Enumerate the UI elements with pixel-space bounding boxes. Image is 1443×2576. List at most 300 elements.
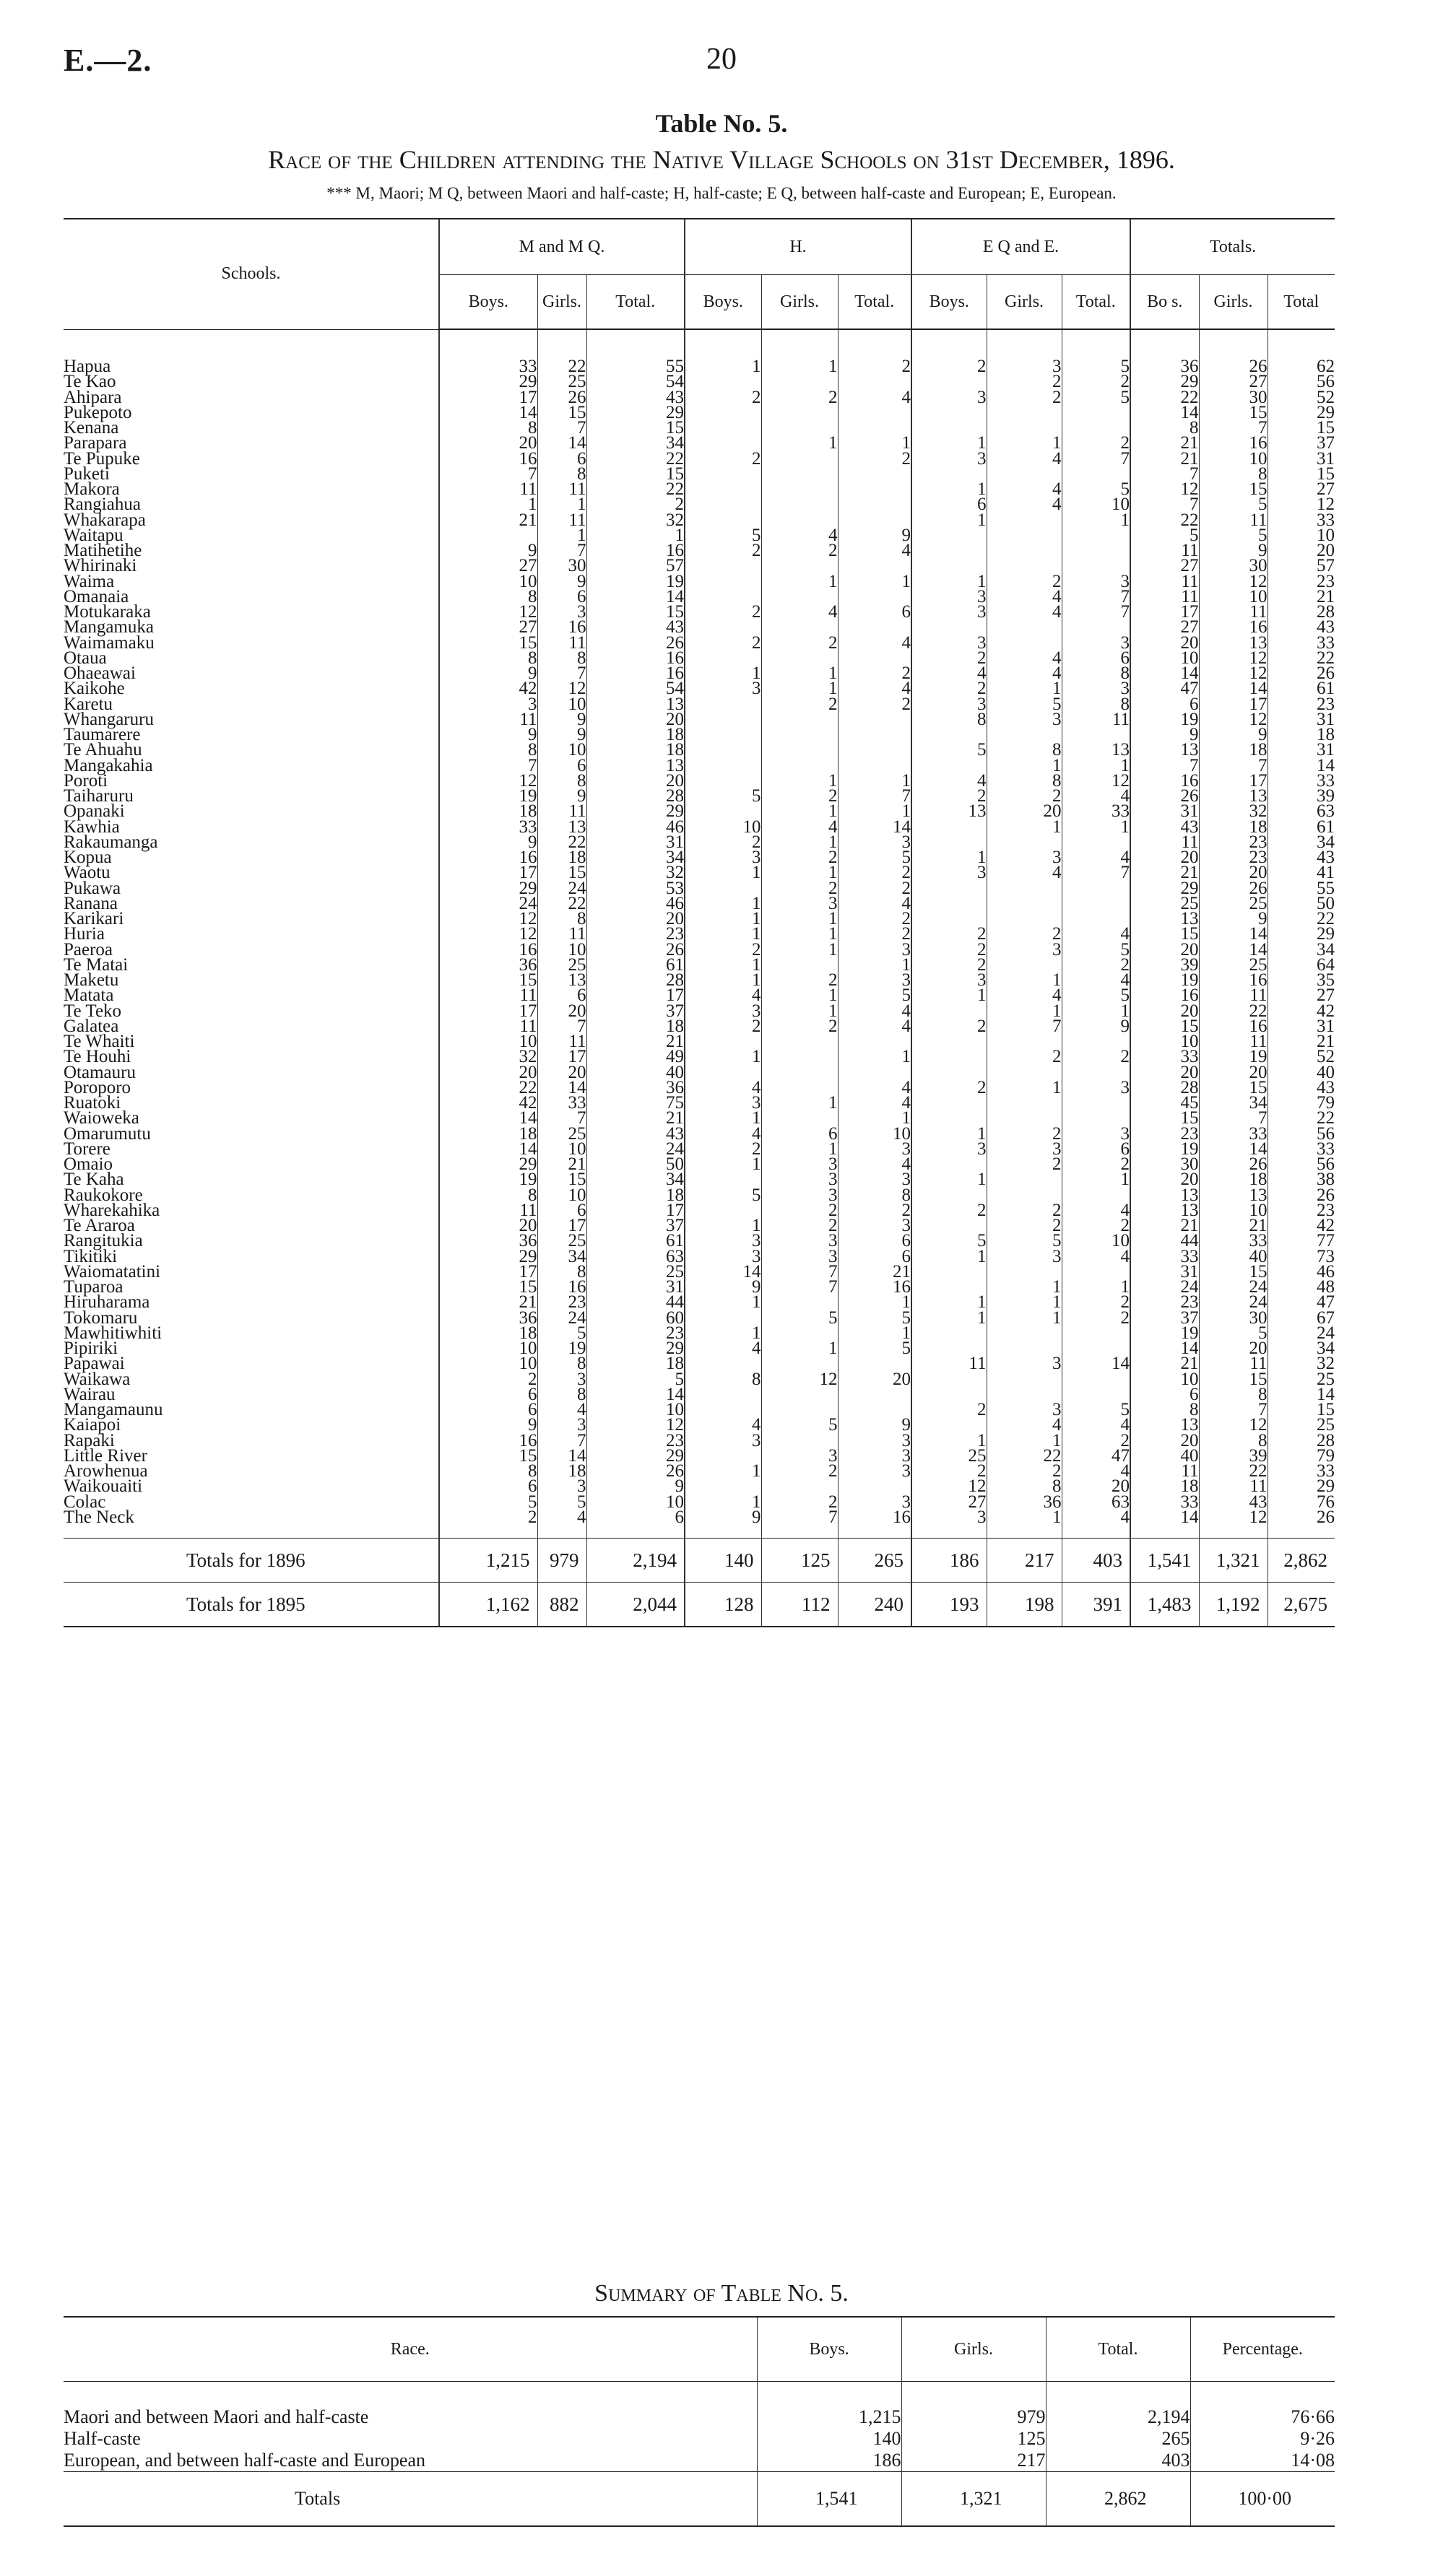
school-name xyxy=(64,970,439,991)
table-cell: 4 xyxy=(1062,926,1130,941)
table-cell: 43 xyxy=(1130,819,1199,835)
table-row xyxy=(64,804,1335,819)
table-cell: 14 xyxy=(537,1080,586,1095)
table-cell xyxy=(761,1326,838,1341)
table-cell: 1 xyxy=(761,1004,838,1019)
totals-cell: 193 xyxy=(911,1583,987,1627)
table-cell xyxy=(987,528,1062,543)
table-cell: 19 xyxy=(1130,1141,1199,1157)
table-cell: 22 xyxy=(1130,390,1199,405)
table-row xyxy=(64,773,1335,788)
table-cell: 11 xyxy=(1199,1479,1268,1494)
table-cell: 36 xyxy=(439,1233,537,1248)
summary-cell: 186 xyxy=(757,2450,901,2472)
table-cell xyxy=(911,1279,987,1294)
school-name-text: Waitapu xyxy=(64,525,124,545)
table-cell: 9 xyxy=(1199,543,1268,558)
table-cell xyxy=(761,650,838,666)
table-cell: 10 xyxy=(439,1034,537,1049)
table-cell: 12 xyxy=(439,926,537,941)
summary-totals-cell: 1,321 xyxy=(901,2472,1046,2527)
table-cell: 26 xyxy=(1199,359,1268,374)
table-cell: 34 xyxy=(537,1249,586,1264)
table-cell: 3 xyxy=(685,850,761,865)
table-row xyxy=(64,1433,1335,1448)
table-cell: 1 xyxy=(761,435,838,451)
table-cell: 1 xyxy=(761,1341,838,1356)
table-cell: 13 xyxy=(1062,742,1130,757)
table-cell: 28 xyxy=(586,788,685,804)
table-cell: 18 xyxy=(439,1326,537,1341)
table-cell xyxy=(1062,1095,1130,1110)
table-cell: 11 xyxy=(439,1019,537,1034)
table-cell: 25 xyxy=(1268,1417,1335,1432)
table-cell: 7 xyxy=(537,666,586,681)
table-cell: 3 xyxy=(911,697,987,712)
table-cell: 8 xyxy=(838,1188,911,1203)
table-cell: 2 xyxy=(439,1510,537,1525)
table-cell: 40 xyxy=(1199,1249,1268,1264)
table-cell: 5 xyxy=(838,1310,911,1326)
table-cell: 17 xyxy=(439,1004,537,1019)
table-cell: 8 xyxy=(987,1479,1062,1494)
school-name-text: Rangiahua xyxy=(64,495,141,515)
table-cell: 5 xyxy=(439,1494,537,1510)
table-cell: 19 xyxy=(439,788,537,804)
table-cell: 18 xyxy=(1130,1479,1199,1494)
table-cell: 26 xyxy=(537,390,586,405)
summary-totals-label: Totals xyxy=(64,2472,757,2527)
table-cell: 2 xyxy=(911,1080,987,1095)
table-cell: 55 xyxy=(1268,881,1335,896)
group-header-maori: M and M Q. xyxy=(439,219,685,275)
table-cell: 11 xyxy=(439,482,537,497)
table-cell: 31 xyxy=(586,835,685,850)
table-cell xyxy=(685,574,761,589)
table-row xyxy=(64,1004,1335,1019)
table-cell: 21 xyxy=(1130,865,1199,880)
table-cell: 12 xyxy=(1199,650,1268,666)
table-cell: 42 xyxy=(439,681,537,696)
table-cell: 1 xyxy=(987,1294,1062,1310)
table-cell: 2 xyxy=(685,604,761,619)
table-cell xyxy=(911,881,987,896)
table-cell: 33 xyxy=(1130,1249,1199,1264)
table-cell: 8 xyxy=(439,742,537,757)
table-cell: 3 xyxy=(761,1249,838,1264)
table-cell: 27 xyxy=(439,558,537,573)
table-cell: 9 xyxy=(838,1417,911,1432)
table-cell xyxy=(838,758,911,773)
table-row xyxy=(64,942,1335,957)
table-row xyxy=(64,911,1335,926)
table-cell: 2 xyxy=(1062,1157,1130,1172)
table-cell: 44 xyxy=(1130,1233,1199,1248)
table-cell: 1 xyxy=(987,1004,1062,1019)
table-cell: 9 xyxy=(1199,911,1268,926)
table-row xyxy=(64,650,1335,666)
table-cell: 7 xyxy=(838,788,911,804)
table-cell xyxy=(987,881,1062,896)
table-cell: 19 xyxy=(1199,1049,1268,1064)
table-cell: 3 xyxy=(761,1172,838,1187)
table-cell xyxy=(987,727,1062,742)
summary-cell: 265 xyxy=(1046,2428,1190,2450)
table-cell xyxy=(911,1372,987,1387)
table-cell xyxy=(911,619,987,635)
school-name-text: Waotu xyxy=(64,863,110,883)
totals-cell: 2,862 xyxy=(1268,1539,1335,1583)
table-cell: 3 xyxy=(685,1249,761,1264)
table-cell: 6 xyxy=(1130,697,1199,712)
table-cell: 40 xyxy=(586,1065,685,1080)
table-cell: 16 xyxy=(1130,988,1199,1003)
table-cell: 36 xyxy=(987,1494,1062,1510)
table-cell xyxy=(911,1065,987,1080)
school-name-text: Matata xyxy=(64,985,114,1006)
table-cell xyxy=(1062,405,1130,420)
table-row xyxy=(64,1141,1335,1157)
table-cell: 42 xyxy=(1268,1004,1335,1019)
school-name-text: Kawhia xyxy=(64,817,120,837)
table-cell: 63 xyxy=(1062,1494,1130,1510)
table-row xyxy=(64,466,1335,482)
table-cell: 22 xyxy=(1268,650,1335,666)
table-cell xyxy=(987,1372,1062,1387)
table-cell: 5 xyxy=(838,850,911,865)
table-cell: 4 xyxy=(761,604,838,619)
table-cell: 1 xyxy=(685,359,761,374)
table-cell: 16 xyxy=(537,619,586,635)
table-cell: 53 xyxy=(586,881,685,896)
table-cell: 4 xyxy=(987,1417,1062,1432)
table-row xyxy=(64,497,1335,512)
table-cell: 1 xyxy=(761,1095,838,1110)
table-cell: 4 xyxy=(987,865,1062,880)
table-cell: 1 xyxy=(685,865,761,880)
table-row xyxy=(64,1172,1335,1187)
table-row xyxy=(64,513,1335,528)
table-cell: 9 xyxy=(537,727,586,742)
summary-race: Half-caste xyxy=(64,2428,141,2449)
table-row xyxy=(64,1479,1335,1494)
summary-header-race: Race. xyxy=(64,2317,757,2382)
school-name xyxy=(64,878,439,898)
table-cell: 22 xyxy=(537,359,586,374)
table-cell: 27 xyxy=(1130,619,1199,635)
table-cell: 4 xyxy=(1062,850,1130,865)
table-cell: 2 xyxy=(911,1203,987,1218)
table-cell: 5 xyxy=(761,1310,838,1326)
school-name-text: Maketu xyxy=(64,970,119,991)
table-cell: 5 xyxy=(1199,1326,1268,1341)
table-row xyxy=(64,589,1335,604)
school-name xyxy=(64,632,439,653)
school-name-text: Paeroa xyxy=(64,939,113,960)
table-row xyxy=(64,390,1335,405)
school-name-text: Poroti xyxy=(64,770,108,791)
table-cell: 4 xyxy=(987,451,1062,466)
school-name xyxy=(64,1476,439,1497)
table-cell: 15 xyxy=(1199,1264,1268,1279)
table-cell xyxy=(685,1310,761,1326)
table-cell: 4 xyxy=(1062,1510,1130,1525)
table-cell: 57 xyxy=(586,558,685,573)
table-cell: 1 xyxy=(838,1110,911,1126)
table-cell: 7 xyxy=(439,466,537,482)
table-cell: 6 xyxy=(761,1126,838,1141)
table-cell: 8 xyxy=(439,420,537,435)
table-cell: 8 xyxy=(537,1356,586,1371)
table-cell: 45 xyxy=(1130,1095,1199,1110)
table-cell: 1 xyxy=(761,988,838,1003)
table-cell: 20 xyxy=(1130,1433,1199,1448)
table-cell: 3 xyxy=(911,589,987,604)
school-name-text: Te Pupuke xyxy=(64,448,140,469)
table-cell: 2 xyxy=(838,926,911,941)
table-cell: 2 xyxy=(439,1372,537,1387)
table-row xyxy=(64,697,1335,712)
table-cell: 4 xyxy=(838,896,911,911)
totals-row xyxy=(64,1539,1335,1583)
table-cell: 17 xyxy=(1130,604,1199,619)
table-cell: 2 xyxy=(761,1019,838,1034)
table-cell: 1 xyxy=(987,1310,1062,1326)
table-cell: 1 xyxy=(761,942,838,957)
table-cell: 17 xyxy=(1199,773,1268,788)
school-name-text: Waikawa xyxy=(64,1369,131,1389)
table-cell: 10 xyxy=(838,1126,911,1141)
table-cell xyxy=(761,420,838,435)
table-cell: 47 xyxy=(1268,1294,1335,1310)
table-cell: 2 xyxy=(987,1463,1062,1479)
table-cell xyxy=(1062,528,1130,543)
table-cell: 2 xyxy=(761,1218,838,1233)
table-cell: 15 xyxy=(439,1279,537,1294)
table-cell: 23 xyxy=(1199,850,1268,865)
table-cell: 54 xyxy=(586,374,685,389)
table-row xyxy=(64,1448,1335,1463)
table-cell xyxy=(911,1034,987,1049)
school-name-text: Hiruharama xyxy=(64,1292,150,1313)
table-cell xyxy=(685,374,761,389)
table-cell: 14 xyxy=(537,435,586,451)
table-row xyxy=(64,1387,1335,1402)
table-row xyxy=(64,850,1335,865)
table-cell: 29 xyxy=(439,881,537,896)
table-cell: 12 xyxy=(1199,574,1268,589)
table-cell: 4 xyxy=(761,819,838,835)
subheader-cell: Total. xyxy=(586,275,685,330)
table-cell: 9 xyxy=(838,528,911,543)
table-cell xyxy=(911,543,987,558)
summary-cell: 1,215 xyxy=(757,2406,901,2428)
table-row xyxy=(64,681,1335,696)
school-name-text: Waimamaku xyxy=(64,632,155,653)
table-cell xyxy=(838,482,911,497)
table-cell xyxy=(987,896,1062,911)
table-cell: 5 xyxy=(987,697,1062,712)
table-cell: 13 xyxy=(1199,1188,1268,1203)
table-cell: 30 xyxy=(537,558,586,573)
table-cell: 18 xyxy=(586,1019,685,1034)
table-cell: 2 xyxy=(838,697,911,712)
table-cell: 2 xyxy=(838,359,911,374)
table-cell xyxy=(761,957,838,972)
table-cell: 3 xyxy=(1062,574,1130,589)
table-cell: 75 xyxy=(586,1095,685,1110)
table-cell: 1 xyxy=(1062,1004,1130,1019)
table-cell: 8 xyxy=(439,650,537,666)
school-name-text: Whakarapa xyxy=(64,510,146,530)
table-cell: 17 xyxy=(439,390,537,405)
table-cell: 4 xyxy=(838,543,911,558)
table-cell: 2 xyxy=(911,788,987,804)
table-cell xyxy=(761,1049,838,1064)
table-cell xyxy=(838,589,911,604)
school-name-text: Omaio xyxy=(64,1154,113,1175)
table-cell: 29 xyxy=(586,804,685,819)
table-cell: 18 xyxy=(586,1356,685,1371)
table-cell: 14 xyxy=(1268,758,1335,773)
school-name-text: Pipiriki xyxy=(64,1339,118,1359)
table-cell: 1 xyxy=(685,666,761,681)
subheader-cell: Bo s. xyxy=(1130,275,1199,330)
table-cell: 18 xyxy=(1199,1172,1268,1187)
school-name-text: Tuparoa xyxy=(64,1277,124,1297)
table-cell: 20 xyxy=(1130,1065,1199,1080)
table-cell: 20 xyxy=(439,1065,537,1080)
table-cell xyxy=(761,712,838,727)
table-cell: 13 xyxy=(911,804,987,819)
table-cell: 2 xyxy=(838,865,911,880)
summary-cell: 9·26 xyxy=(1190,2428,1335,2450)
table-cell xyxy=(685,589,761,604)
table-cell: 1 xyxy=(1062,1172,1130,1187)
table-cell xyxy=(987,957,1062,972)
table-cell: 44 xyxy=(586,1294,685,1310)
table-cell: 18 xyxy=(1268,727,1335,742)
table-cell: 23 xyxy=(1130,1294,1199,1310)
table-cell: 26 xyxy=(586,1463,685,1479)
table-cell: 14 xyxy=(1199,926,1268,941)
table-cell: 25 xyxy=(1268,1372,1335,1387)
table-cell: 8 xyxy=(1130,420,1199,435)
table-row xyxy=(64,1494,1335,1510)
table-cell: 7 xyxy=(761,1510,838,1525)
table-cell: 32 xyxy=(586,865,685,880)
table-cell: 7 xyxy=(439,758,537,773)
table-cell: 10 xyxy=(439,1341,537,1356)
table-cell xyxy=(911,1110,987,1126)
table-cell: 2 xyxy=(911,681,987,696)
table-cell: 1 xyxy=(987,1279,1062,1294)
table-cell: 31 xyxy=(586,1279,685,1294)
table-cell: 10 xyxy=(537,742,586,757)
table-cell: 43 xyxy=(1268,850,1335,865)
table-cell: 3 xyxy=(987,1141,1062,1157)
table-cell: 1 xyxy=(685,1494,761,1510)
table-cell: 27 xyxy=(1268,482,1335,497)
table-cell: 13 xyxy=(1130,1203,1199,1218)
table-cell: 6 xyxy=(838,1249,911,1264)
table-cell: 43 xyxy=(1268,619,1335,635)
table-cell: 15 xyxy=(1199,405,1268,420)
table-cell: 2 xyxy=(685,1019,761,1034)
table-cell: 7 xyxy=(1130,466,1199,482)
table-cell: 1 xyxy=(987,1433,1062,1448)
totals-cell: 2,675 xyxy=(1268,1583,1335,1627)
table-cell: 11 xyxy=(1199,513,1268,528)
table-cell: 4 xyxy=(1062,1203,1130,1218)
table-cell: 21 xyxy=(1130,1356,1199,1371)
table-cell: 15 xyxy=(1199,1080,1268,1095)
table-row xyxy=(64,1341,1335,1356)
table-cell: 12 xyxy=(1199,1510,1268,1525)
table-cell: 6 xyxy=(537,589,586,604)
table-cell: 30 xyxy=(1199,1310,1268,1326)
table-cell: 16 xyxy=(838,1510,911,1525)
table-cell: 1 xyxy=(911,1249,987,1264)
subheader-cell: Girls. xyxy=(537,275,586,330)
school-name-text: Taiharuru xyxy=(64,786,134,806)
table-cell: 16 xyxy=(586,666,685,681)
table-cell: 6 xyxy=(911,497,987,512)
table-cell: 4 xyxy=(1062,1463,1130,1479)
table-cell: 19 xyxy=(1130,1326,1199,1341)
table-cell xyxy=(685,482,761,497)
table-cell xyxy=(1062,835,1130,850)
summary-header-percentage: Percentage. xyxy=(1190,2317,1335,2382)
school-name xyxy=(64,909,439,929)
table-cell: 14 xyxy=(439,1141,537,1157)
table-cell xyxy=(987,1065,1062,1080)
summary-cell: 979 xyxy=(901,2406,1046,2428)
table-cell: 38 xyxy=(1268,1172,1335,1187)
table-cell: 1 xyxy=(537,528,586,543)
table-cell: 7 xyxy=(537,543,586,558)
table-cell: 20 xyxy=(1130,1004,1199,1019)
table-cell xyxy=(761,374,838,389)
table-cell xyxy=(761,451,838,466)
school-name xyxy=(64,1231,439,1251)
table-cell xyxy=(685,727,761,742)
table-row xyxy=(64,1417,1335,1432)
table-cell: 1 xyxy=(761,359,838,374)
table-cell: 18 xyxy=(1199,819,1268,835)
totals-label: Totals for 1895 xyxy=(64,1583,439,1627)
table-cell: 15 xyxy=(1130,1019,1199,1034)
table-cell: 1 xyxy=(911,850,987,865)
school-name xyxy=(64,1001,439,1021)
table-cell xyxy=(911,558,987,573)
table-cell: 15 xyxy=(586,466,685,482)
school-name-text: Mangakahia xyxy=(64,755,153,775)
table-cell: 13 xyxy=(1199,788,1268,804)
table-cell: 11 xyxy=(1130,1463,1199,1479)
table-cell: 5 xyxy=(838,988,911,1003)
table-cell: 76 xyxy=(1268,1494,1335,1510)
table-cell xyxy=(987,1172,1062,1187)
table-cell: 33 xyxy=(439,819,537,835)
table-cell: 67 xyxy=(1268,1310,1335,1326)
table-cell: 1 xyxy=(987,435,1062,451)
table-cell: 8 xyxy=(537,1387,586,1402)
table-cell: 2 xyxy=(761,390,838,405)
table-row xyxy=(64,543,1335,558)
table-cell: 3 xyxy=(685,1004,761,1019)
table-cell: 2 xyxy=(685,835,761,850)
